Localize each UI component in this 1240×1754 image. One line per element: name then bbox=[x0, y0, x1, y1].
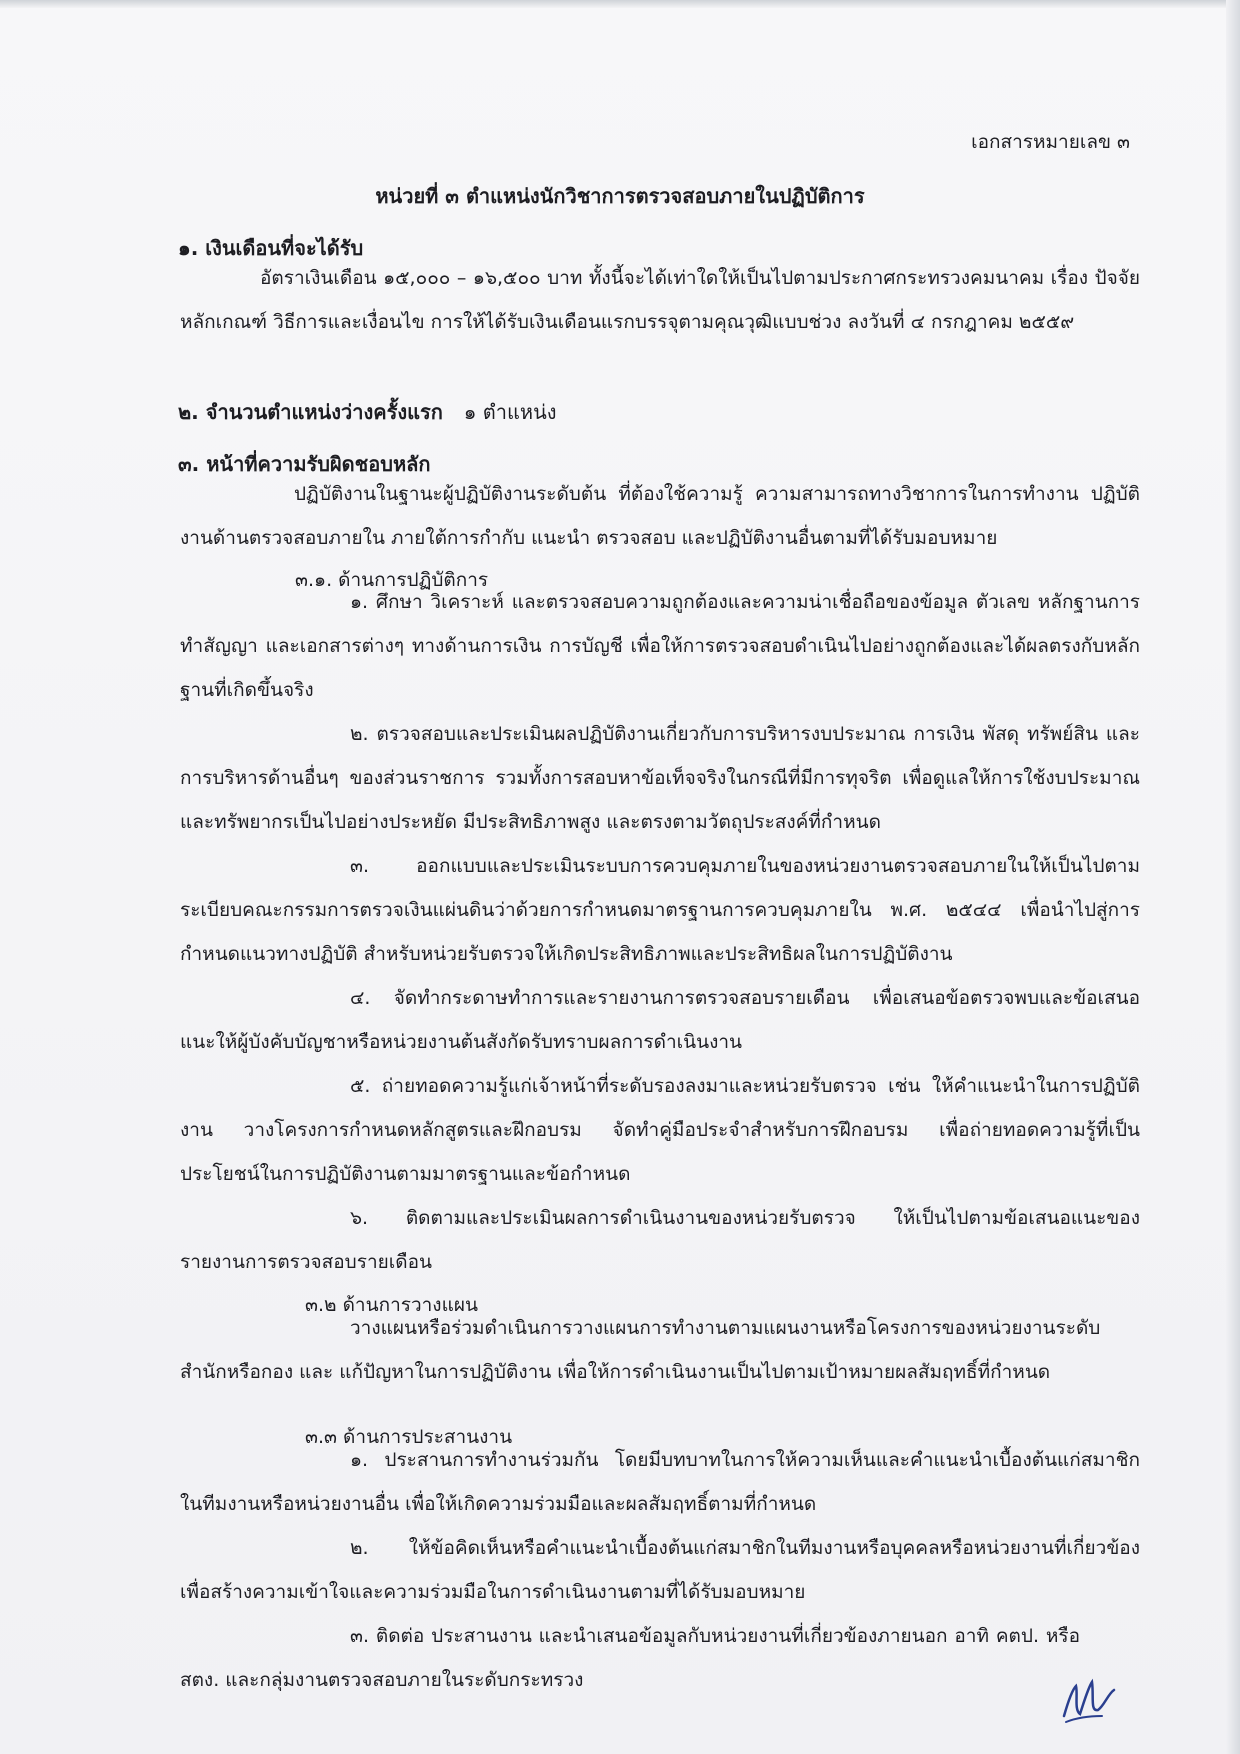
sub2-title: ๓.๒ ด้านการวางแผน bbox=[305, 1294, 478, 1316]
sub1-item-1: ๑. ศึกษา วิเคราะห์ และตรวจสอบความถูกต้องและความน่าเชื่อถือของข้อมูล ตัวเลข หลักฐานการทำสัญญา และเอกสารต่างๆ ทางด้านการเงิน การบัญชี เพื่อให้การตรวจสอบดำเนินไปอย่างถูกต้องและได้ผลตรงกับหลักฐานที่เกิดขึ้นจริง bbox=[180, 591, 1140, 701]
section1-heading: ๑. เงินเดือนที่จะได้รับ bbox=[178, 236, 364, 260]
section1-text: อัตราเงินเดือน ๑๕,๐๐๐ – ๑๖,๕๐๐ บาท ทั้งนี้จะได้เท่าใดให้เป็นไปตามประกาศกระทรวงคมนาคม เรื่อง ปัจจัย หลักเกณฑ์ วิธีการและเงื่อนไข การให้ได้รับเงินเดือนแรกบรรจุตามคุณวุฒิแบบช่วง ลงวันที่ ๔ กรกฎาคม ๒๕๕๙ bbox=[180, 267, 1140, 333]
sub3-title: ๓.๓ ด้านการประสานงาน bbox=[305, 1426, 513, 1448]
sub1-item-2: ๒. ตรวจสอบและประเมินผลปฏิบัติงานเกี่ยวกับการบริหารงบประมาณ การเงิน พัสดุ ทรัพย์สิน และการบริหารด้านอื่นๆ ของส่วนราชการ รวมทั้งการสอบหาข้อเท็จจริงในกรณีที่มีการทุจริต เพื่อดูแลให้การใช้งบประมาณและทรัพยากรเป็นไปอย่างประหยัด มีประสิทธิภาพสูง และตรงตามวัตถุประสงค์ที่กำหนด bbox=[180, 723, 1140, 833]
section2-line bbox=[178, 396, 557, 428]
document-title: หน่วยที่ ๓ ตำแหน่งนักวิชาการตรวจสอบภายในปฏิบัติการ bbox=[375, 184, 865, 208]
section2-value: ๑ ตำแหน่ง bbox=[463, 400, 557, 424]
section2-heading: ๒. จำนวนตำแหน่งว่างครั้งแรก bbox=[178, 400, 443, 424]
section3-heading: ๓. หน้าที่ความรับผิดชอบหลัก bbox=[178, 452, 431, 476]
sub3-item-1: ๑. ประสานการทำงานร่วมกัน โดยมีบทบาทในการให้ความเห็นและคำแนะนำเบื้องต้นแก่สมาชิกในทีมงานหรือหน่วยงานอื่น เพื่อให้เกิดความร่วมมือและผลสัมฤทธิ์ตามที่กำหนด bbox=[180, 1449, 1140, 1515]
sub1-item-4: ๔. จัดทำกระดาษทำการและรายงานการตรวจสอบรายเดือน เพื่อเสนอข้อตรวจพบและข้อเสนอแนะให้ผู้บังคับบัญชาหรือหน่วยงานต้นสังกัดรับทราบผลการดำเนินงาน bbox=[180, 987, 1140, 1053]
document-number: เอกสารหมายเลข ๓ bbox=[971, 131, 1130, 153]
scan-edge-top bbox=[0, 0, 1240, 8]
signature-mark bbox=[1058, 1672, 1118, 1728]
section3-intro: ปฏิบัติงานในฐานะผู้ปฏิบัติงานระดับต้น ที่ต้องใช้ความรู้ ความสามารถทางวิชาการในการทำงาน ปฏิบัติงานด้านตรวจสอบภายใน ภายใต้การกำกับ แนะนำ ตรวจสอบ และปฏิบัติงานอื่นตามที่ได้รับมอบหมาย bbox=[180, 483, 1140, 549]
sub3-item-2: ๒. ให้ข้อคิดเห็นหรือคำแนะนำเบื้องต้นแก่สมาชิกในทีมงานหรือบุคคลหรือหน่วยงานที่เกี่ยวข้อง เพื่อสร้างความเข้าใจและความร่วมมือในการดำเนินงานตามที่ได้รับมอบหมาย bbox=[180, 1537, 1140, 1603]
sub1-item-6: ๖. ติดตามและประเมินผลการดำเนินงานของหน่วยรับตรวจ ให้เป็นไปตามข้อเสนอแนะของรายงานการตรวจสอบรายเดือน bbox=[180, 1207, 1140, 1273]
sub3-item-3: ๓. ติดต่อ ประสานงาน และนำเสนอข้อมูลกับหน่วยงานที่เกี่ยวข้องภายนอก อาทิ คตป. หรือ สตง. และกลุ่มงานตรวจสอบภายในระดับกระทรวง bbox=[180, 1625, 1080, 1691]
scan-edge-right bbox=[1226, 0, 1240, 1754]
sub2-text: วางแผนหรือร่วมดำเนินการวางแผนการทำงานตามแผนงานหรือโครงการของหน่วยงานระดับสำนักหรือกอง และ แก้ปัญหาในการปฏิบัติงาน เพื่อให้การดำเนินงานเป็นไปตามเป้าหมายผลสัมฤทธิ์ที่กำหนด bbox=[180, 1317, 1101, 1383]
sub1-item-5: ๕. ถ่ายทอดความรู้แก่เจ้าหน้าที่ระดับรองลงมาและหน่วยรับตรวจ เช่น ให้คำแนะนำในการปฏิบัติงาน วางโครงการกำหนดหลักสูตรและฝึกอบรม จัดทำคู่มือประจำสำหรับการฝึกอบรม เพื่อถ่ายทอดความรู้ที่เป็นประโยชน์ในการปฏิบัติงานตามมาตรฐานและข้อกำหนด bbox=[180, 1075, 1140, 1185]
sub1-title: ๓.๑. ด้านการปฏิบัติการ bbox=[295, 569, 489, 591]
sub1-item-3: ๓. ออกแบบและประเมินระบบการควบคุมภายในของหน่วยงานตรวจสอบภายในให้เป็นไปตามระเบียบคณะกรรมการตรวจเงินแผ่นดินว่าด้วยการกำหนดมาตรฐานการควบคุมภายใน พ.ศ. ๒๕๔๔ เพื่อนำไปสู่การกำหนดแนวทางปฏิบัติ สำหรับหน่วยรับตรวจให้เกิดประสิทธิภาพและประสิทธิผลในการปฏิบัติงาน bbox=[180, 855, 1140, 965]
